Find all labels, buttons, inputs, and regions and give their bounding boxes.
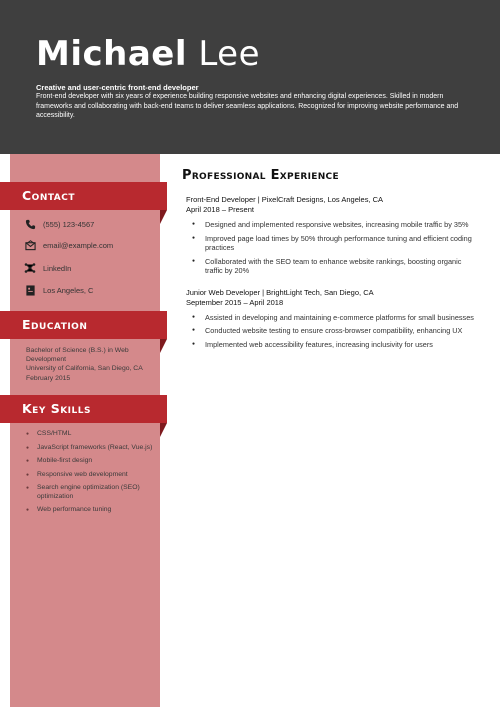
list-item: ● Responsive web development: [26, 471, 156, 480]
list-item: ● Collaborated with the SEO team to enhance website rankings, boosting organic traffic by 20%: [204, 257, 474, 276]
skills-heading: Key Skills: [0, 395, 167, 423]
linkedin-icon: [24, 262, 36, 274]
list-item: ● Mobile-first design: [26, 457, 156, 466]
list-item: ● Designed and implemented responsive websites, increasing mobile traffic by 35%: [204, 220, 474, 230]
location-text: Los Angeles, C: [43, 285, 94, 295]
first-name: Michael: [36, 34, 188, 74]
job-entry: [182, 195, 482, 276]
job-dates: April 2018 – Present: [186, 205, 254, 214]
contact-linkedin[interactable]: [24, 261, 71, 275]
list-item: ● Conducted website testing to ensure cross-browser compatibility, enhancing UX: [204, 326, 474, 336]
contact-email[interactable]: [24, 238, 113, 252]
last-name: Lee: [198, 34, 261, 74]
contact-location: [24, 283, 93, 297]
email-icon: [24, 239, 36, 251]
job-bullets: [204, 313, 474, 350]
location-icon: [24, 284, 36, 296]
education-school: University of California, San Diego, CA: [26, 365, 143, 373]
phone-icon: [24, 218, 36, 230]
job-entry: [182, 288, 482, 350]
experience-section: [182, 168, 482, 353]
job-title: Junior Web Developer | BrightLight Tech, San Diego, CA: [186, 287, 374, 297]
skills-list: [26, 430, 156, 520]
job-title: Front-End Developer | PixelCraft Designs, Los Angeles, CA: [186, 195, 384, 204]
list-item: ● JavaScript frameworks (React, Vue.js): [26, 444, 156, 453]
resume-header: [0, 0, 500, 154]
job-bullets: [204, 220, 474, 276]
education-details: [26, 346, 156, 383]
list-item: ● Web performance tuning: [26, 506, 156, 515]
contact-banner-fold: [160, 210, 167, 224]
linkedin-link[interactable]: LinkedIn: [43, 263, 72, 273]
list-item: ● Search engine optimization (SEO) optimization: [26, 484, 156, 501]
job-dates: September 2015 – April 2018: [186, 297, 284, 307]
summary: Front-end developer with six years of experience building responsive websites and enhancing digital experiences. Skilled in modern frameworks and collaborating with back-end teams to deliver seamless applications. Recognized for improving website performance and accessibility.: [36, 93, 459, 119]
list-item: ● CSS/HTML: [26, 430, 156, 439]
education-degree: Bachelor of Science (B.S.) in Web Development: [26, 347, 129, 364]
phone-text: (555) 123-4567: [43, 219, 95, 229]
education-date: February 2015: [26, 374, 71, 382]
education-banner-fold: [160, 339, 167, 353]
education-heading: Education: [0, 311, 167, 339]
tagline: Creative and user-centric front-end developer: [36, 83, 199, 92]
skills-banner-fold: [160, 423, 167, 437]
experience-heading: Professional Experience: [182, 168, 339, 183]
list-item: ● Implemented web accessibility features, increasing inclusivity for users: [204, 340, 474, 350]
candidate-name: [36, 34, 260, 74]
contact-phone: [24, 217, 94, 231]
list-item: ● Assisted in developing and maintaining e-commerce platforms for small businesses: [204, 313, 474, 323]
email-link[interactable]: email@example.com: [43, 240, 114, 250]
list-item: ● Improved page load times by 50% through performance tuning and efficient coding practices: [204, 234, 474, 253]
contact-heading: Contact: [0, 182, 167, 210]
